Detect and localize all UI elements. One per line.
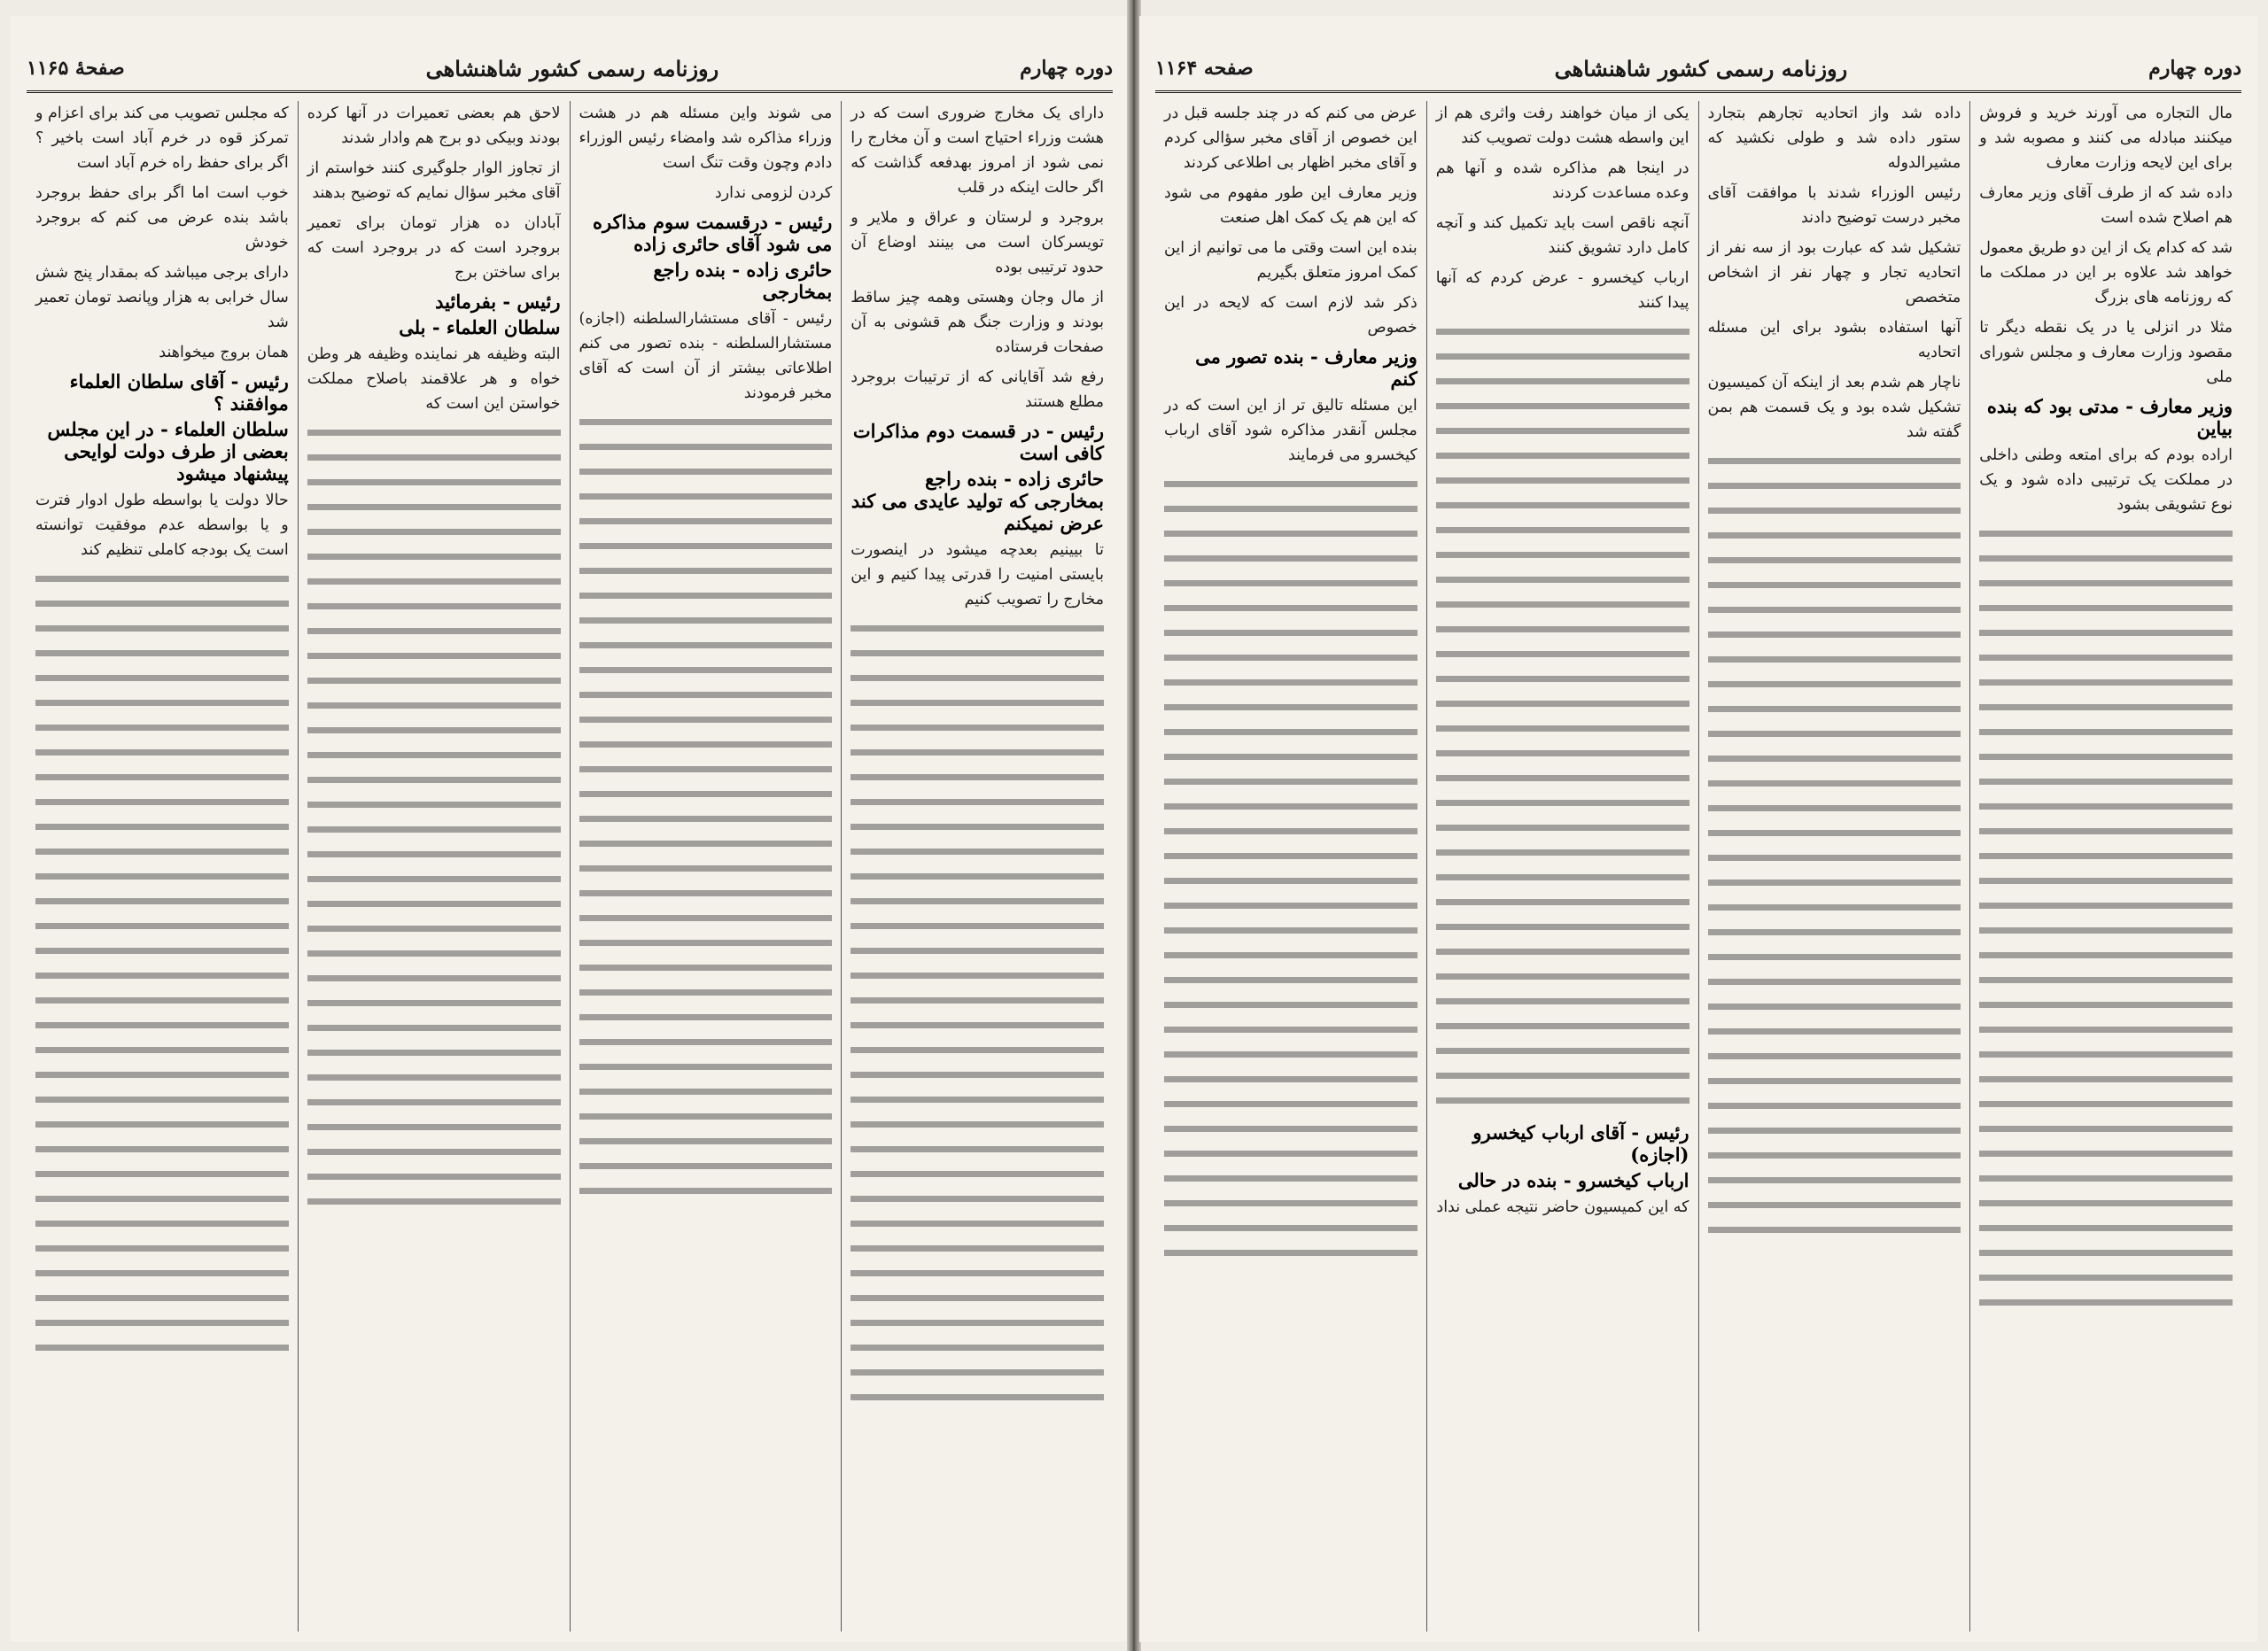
speaker-line: ارباب کیخسرو - بنده در حالی (1457, 1169, 1689, 1191)
paragraph: از تجاوز الوار جلوگیری کنند خواستم از آقای مخبر سؤال نمایم که توضیح بدهند (307, 159, 561, 202)
paragraph: رئیس - آقای مستشارالسلطنه (اجازه) مستشارالسلطنه - بنده تصور می کنم اطلاعاتی بیشتر از آن است که آقای مخبر فرمودند (579, 310, 833, 402)
paragraph: آبادان ده هزار تومان برای تعمیر بروجرد است که در بروجرد است که برای ساختن برج (307, 214, 561, 282)
speaker-line: رئیس - درقسمت سوم مذاکره می شود آقای حائری زاده (593, 211, 833, 255)
left-edition-label: دوره چهارم (1020, 57, 1113, 80)
left-gazette-title: روزنامه رسمی کشور شاهنشاهی (425, 55, 719, 81)
paragraph: مال التجاره می آورند خرید و فروش میکنند مبادله می کنند و مصوبه شد و برای این لایحه وزارت معارف (1979, 105, 2233, 172)
left-column-2 (570, 101, 842, 1632)
right-page-header (1155, 46, 2241, 93)
paragraph: ارباب کیخسرو - عرض کردم که آنها پیدا کنند (1435, 269, 1689, 312)
speaker-line: وزیر معارف - مدتی بود که بنده بیاین (1986, 395, 2233, 439)
speaker-line: حائری زاده - بنده راجع بمخارجی (653, 259, 833, 303)
paragraph: داده شد واز اتحادیه تجارهم بتجارد ستور داده شد و طولی نکشید که مشیرالدوله (1707, 105, 1961, 172)
left-columns (27, 101, 1113, 1632)
right-gazette-title: روزنامه رسمی کشور شاهنشاهی (1554, 55, 1848, 81)
paragraph: که این کمیسیون حاضر نتیجه عملی نداد (1436, 1198, 1689, 1216)
speaker-line: حائری زاده - بنده راجع بمخارجی که تولید عایدی می کند عرض نمیکنم (850, 468, 1104, 534)
paragraph: رفع شد آقایانی که از ترتیبات بروجرد مطلع هستند (850, 368, 1104, 411)
text-lines-block (1708, 450, 1961, 1247)
text-lines-block (307, 422, 561, 1219)
right-columns (1155, 101, 2241, 1632)
text-lines-block (1164, 473, 1418, 1270)
text-lines-block (579, 411, 833, 1208)
paragraph: لاحق هم بعضی تعمیرات در آنها کرده بودند وبیکی دو برج هم وادار شدند (307, 105, 561, 147)
paragraph: از مال وجان وهستی وهمه چیز ساقط بودند و وزارت جنگ هم قشونی به آن صفحات فرستاده (850, 289, 1104, 356)
right-column-4 (1155, 101, 1426, 1632)
left-column-1 (841, 101, 1113, 1632)
paragraph: کردن لزومی ندارد (714, 184, 833, 202)
right-column-1 (1969, 101, 2241, 1632)
paragraph: بنده این است وقتی ما می توانیم از این کمک امروز متعلق بگیریم (1164, 239, 1418, 282)
right-edition-label: دوره چهارم (2148, 57, 2241, 80)
paragraph: البته وظیفه هر نماینده وظیفه هر وطن خواه و هر علاقمند باصلاح مملکت خواستن این است که (307, 345, 561, 413)
paragraph: ذکر شد لازم است که لایحه در این خصوص (1164, 294, 1418, 337)
left-column-3 (298, 101, 570, 1632)
speaker-line: رئیس - در قسمت دوم مذاکرات کافی است (852, 420, 1104, 464)
paragraph: آنها استفاده بشود برای این مسئله اتحادیه (1707, 319, 1961, 361)
paragraph: عرض می کنم که در چند جلسه قبل در این خصوص از آقای مخبر سؤالی کردم و آقای مخبر اظهار بی اطلاعی کردند (1164, 105, 1418, 172)
paragraph: خوب است اما اگر برای حفظ بروجرد باشد بنده عرض می کنم که بروجرد خودش (35, 184, 289, 252)
text-lines-block (35, 568, 289, 1365)
left-column-4 (27, 101, 298, 1632)
paragraph: وزیر معارف این طور مفهوم می شود که این هم یک کمک اهل صنعت (1164, 184, 1418, 227)
speaker-line: سلطان العلماء - در این مجلس بعضی از طرف دولت لوایحی پیشنهاد میشود (47, 418, 289, 484)
paragraph: اراده بودم که برای امتعه وطنی داخلی در مملکت یک ترتیبی داده شود و یک نوع تشویقی بشود (1979, 446, 2233, 514)
right-page-number: صفحه ۱۱۶۴ (1155, 57, 1254, 80)
left-page-number: صفحهٔ ۱۱۶۵ (27, 57, 125, 80)
speaker-line: رئیس - آقای سلطان العلماء موافقند ؟ (69, 370, 289, 415)
paragraph: دارای یک مخارج ضروری است که در هشت وزراء احتیاج است و آن مخارج را نمی شود از امروز بهدفعه گذاشت که اگر حالت اینکه در قلب (850, 105, 1104, 197)
paragraph: شد که کدام یک از این دو طریق معمول خواهد شد علاوه بر این در مملکت ما که روزنامه های بزرگ (1979, 239, 2233, 306)
paragraph: تشکیل شد که عبارت بود از سه نفر از اتحادیه تجار و چهار نفر از اشخاص متخصص (1707, 239, 1961, 306)
paragraph: این مسئله تالیق تر از این است که در مجلس آنقدر مذاکره شود آقای ارباب کیخسرو می فرمایند (1164, 397, 1418, 464)
text-lines-block (850, 617, 1104, 1415)
paragraph: داده شد که از طرف آقای وزیر معارف هم اصلاح شده است (1979, 184, 2233, 227)
paragraph: در اینجا هم مذاکره شده و آنها هم وعده مساعدت کردند (1435, 159, 1689, 202)
left-page-header (27, 46, 1113, 93)
right-column-2 (1698, 101, 1970, 1632)
speaker-line: رئیس - آقای ارباب کیخسرو (اجازه) (1472, 1121, 1689, 1166)
paragraph: آنچه ناقص است باید تکمیل کند و آنچه کامل دارد تشویق کنند (1435, 214, 1689, 257)
text-lines-block (1436, 321, 1689, 1118)
paragraph: که مجلس تصویب می کند برای اعزام و تمرکز قوه در خرم آباد است باخیر ؟ اگر برای حفظ راه خرم آباد است (35, 105, 289, 172)
right-column-3 (1426, 101, 1698, 1632)
paragraph: یکی از میان خواهند رفت واثری هم از این واسطه هشت دولت تصویب کند (1435, 105, 1689, 147)
right-page (1139, 16, 2257, 1642)
speaker-line: سلطان العلماء - بلی (399, 316, 561, 338)
speaker-line: وزیر معارف - بنده تصور می کنم (1195, 345, 1418, 390)
paragraph: می شوند واین مسئله هم در هشت وزراء مذاکره شد وامضاء رئیس الوزراء دادم وچون وقت تنگ است (579, 105, 833, 172)
left-page (11, 16, 1129, 1642)
paragraph: همان بروج میخواهند (159, 344, 289, 361)
text-lines-block (1979, 523, 2233, 1320)
paragraph: دارای برجی میباشد که بمقدار پنج شش سال خرابی به هزار وپانصد تومان تعمیر شد (35, 264, 289, 331)
paragraph: بروجرد و لرستان و عراق و ملایر و تویسرکان است می بینند اوضاع آن حدود ترتیبی بوده (850, 209, 1104, 276)
paragraph: مثلا در انزلی یا در یک نقطه دیگر تا مقصود وزارت معارف و مجلس شورای ملی (1979, 319, 2233, 386)
speaker-line: رئیس - بفرمائید (435, 291, 561, 313)
paragraph: تا بیینیم بعدچه میشود در اینصورت بایستی امنیت را قدرتی پیدا کنیم و این مخارج را تصویب کنیم (850, 541, 1104, 608)
paragraph: رئیس الوزراء شدند با موافقت آقای مخبر درست توضیح دادند (1707, 184, 1961, 227)
paragraph: ناچار هم شدم بعد از اینکه آن کمیسیون تشکیل شده بود و یک قسمت هم بمن گفته شد (1707, 374, 1961, 441)
paragraph: حالا دولت یا بواسطه طول ادوار فترت و یا بواسطه عدم موفقیت توانسته است یک بودجه کاملی تنظیم کند (35, 492, 289, 559)
